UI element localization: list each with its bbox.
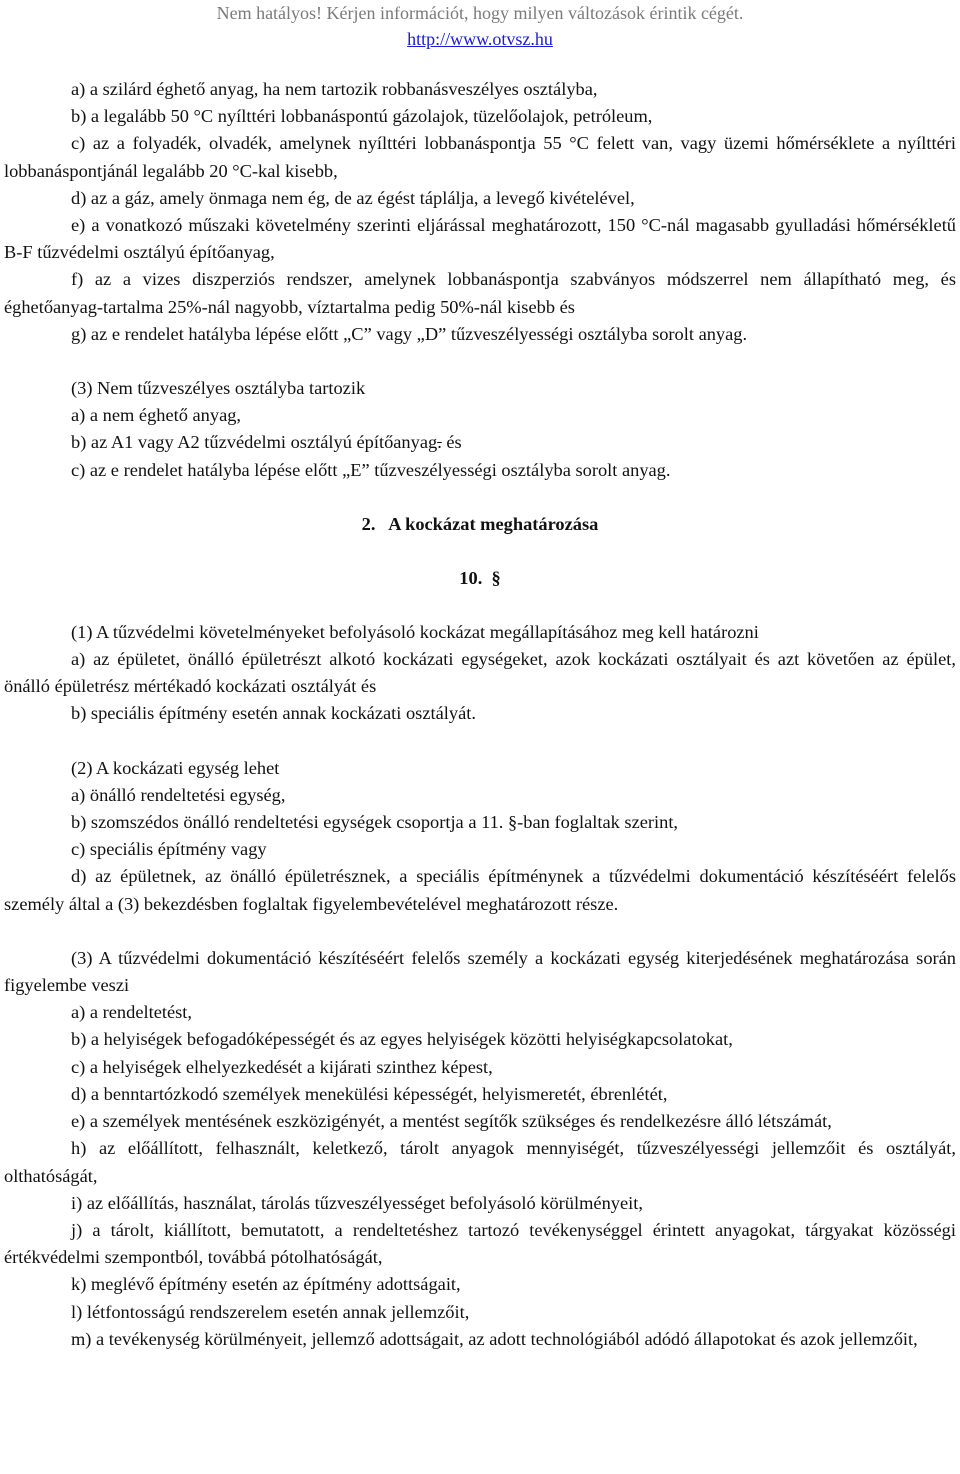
list-item: c) az a folyadék, olvadék, amelynek nyílttéri lobbanáspontja 55 °C felett van, vagy üzemi hőmérséklete a nyílttéri lobbanáspontjánál legalább 20 °C-kal kisebb, [4, 133, 956, 181]
list-item: h) az előállított, felhasznált, keletkező, tárolt anyagok mennyiségét, tűzveszélyességi jellemzőit és osztályát, olthatóságát, [4, 1138, 956, 1186]
list-item: f) az a vizes diszperziós rendszer, amelynek lobbanáspontja szabványos módszerrel nem állapítható meg, és éghetőanyag-tartalma 25%-nál nagyobb, víztartalma pedig 50%-nál kisebb és [4, 269, 956, 317]
list-item: l) létfontosságú rendszerelem esetén annak jellemzőit, [71, 1301, 470, 1322]
paragraph-intro: (3) Nem tűzveszélyes osztályba tartozik [71, 378, 366, 399]
list-item: e) a személyek mentésének eszközigényét, a mentést segítők szükséges és rendelkezésre álló létszámát, [71, 1111, 832, 1132]
paragraph-intro: (1) A tűzvédelmi követelményeket befolyásoló kockázat megállapításához meg kell határozni [71, 621, 759, 642]
document-body [4, 76, 956, 1353]
list-item: g) az e rendelet hatályba lépése előtt „C” vagy „D” tűzveszélyességi osztályba sorolt anyag. [71, 323, 748, 344]
list-item [4, 429, 956, 456]
list-item: d) az épületnek, az önálló épületrésznek, a speciális építménynek a tűzvédelmi dokumentáció készítéséért felelős személy által a (3) bekezdésben foglaltak figyelembevételével meghatározott része. [4, 866, 956, 914]
list-item: b) speciális építmény esetén annak kockázati osztályát. [71, 703, 476, 724]
page-header [0, 0, 960, 52]
list-item: m) a tevékenység körülményeit, jellemző adottságait, az adott technológiából adódó állapotokat és azok jellemzőit, [71, 1328, 918, 1349]
paragraph-intro: (3) A tűzvédelmi dokumentáció készítéséért felelős személy a kockázati egység kiterjedésének meghatározása során figyelembe veszi [4, 947, 956, 996]
section-heading: 2. A kockázat meghatározása [361, 513, 599, 534]
website-link[interactable]: http://www.otvsz.hu [407, 29, 553, 49]
list-item: e) a vonatkozó műszaki követelmény szerinti eljárással meghatározott, 150 °C-nál magasabb gyulladási hőmérsékletű B-F tűzvédelmi osztályú építőanyag, [4, 215, 956, 263]
list-item: a) a szilárd éghető anyag, ha nem tartozik robbanásveszélyes osztályba, [71, 79, 598, 99]
list-item: a) a nem éghető anyag, [71, 405, 242, 426]
list-item: b) a helyiségek befogadóképességét és az egyes helyiségek közötti helyiségkapcsolatokat, [71, 1029, 733, 1050]
list-item-text: b) az A1 vagy A2 tűzvédelmi osztályú építőanyag [71, 432, 438, 453]
list-item: a) önálló rendeltetési egység, [71, 784, 286, 805]
paragraph-mark: 10. § [459, 567, 501, 588]
list-item: b) a legalább 50 °C nyílttéri lobbanáspontú gázolajok, tüzelőolajok, petróleum, [71, 106, 653, 127]
list-item: j) a tárolt, kiállított, bemutatott, a rendeltetéshez tartozó tevékenységgel érintett anyagokat, tárgyakat közösségi értékvédelmi szempontból, továbbá pótolhatóságát, [4, 1219, 956, 1268]
list-item-text: és [441, 432, 462, 453]
list-item: c) a helyiségek elhelyezkedését a kijárati szinthez képest, [71, 1056, 493, 1077]
list-item: i) az előállítás, használat, tárolás tűzveszélyességet befolyásoló körülményeit, [71, 1192, 643, 1213]
deleted-text: . [437, 432, 442, 453]
list-item: a) a rendeltetést, [71, 1002, 193, 1023]
list-item: d) a benntartózkodó személyek menekülési képességét, helyismeretét, ébrenlétét, [71, 1083, 668, 1104]
list-item: c) az e rendelet hatályba lépése előtt „E” tűzveszélyességi osztályba sorolt anyag. [71, 459, 671, 480]
list-item: c) speciális építmény vagy [71, 839, 267, 860]
paragraph-intro: (2) A kockázati egység lehet [71, 757, 280, 778]
notice-text: Nem hatályos! Kérjen információt, hogy milyen változások érintik cégét. [216, 3, 744, 23]
list-item: b) szomszédos önálló rendeltetési egységek csoportja a 11. §-ban foglaltak szerint, [71, 812, 679, 833]
list-item: a) az épületet, önálló épületrészt alkotó kockázati egységeket, azok kockázati osztályait és azt követően az épület, önálló épületrész mértékadó kockázati osztályát és [4, 649, 956, 697]
list-item: d) az a gáz, amely önmaga nem ég, de az égést táplálja, a levegő kivételével, [71, 187, 635, 208]
list-item: k) meglévő építmény esetén az építmény adottságait, [71, 1274, 461, 1295]
